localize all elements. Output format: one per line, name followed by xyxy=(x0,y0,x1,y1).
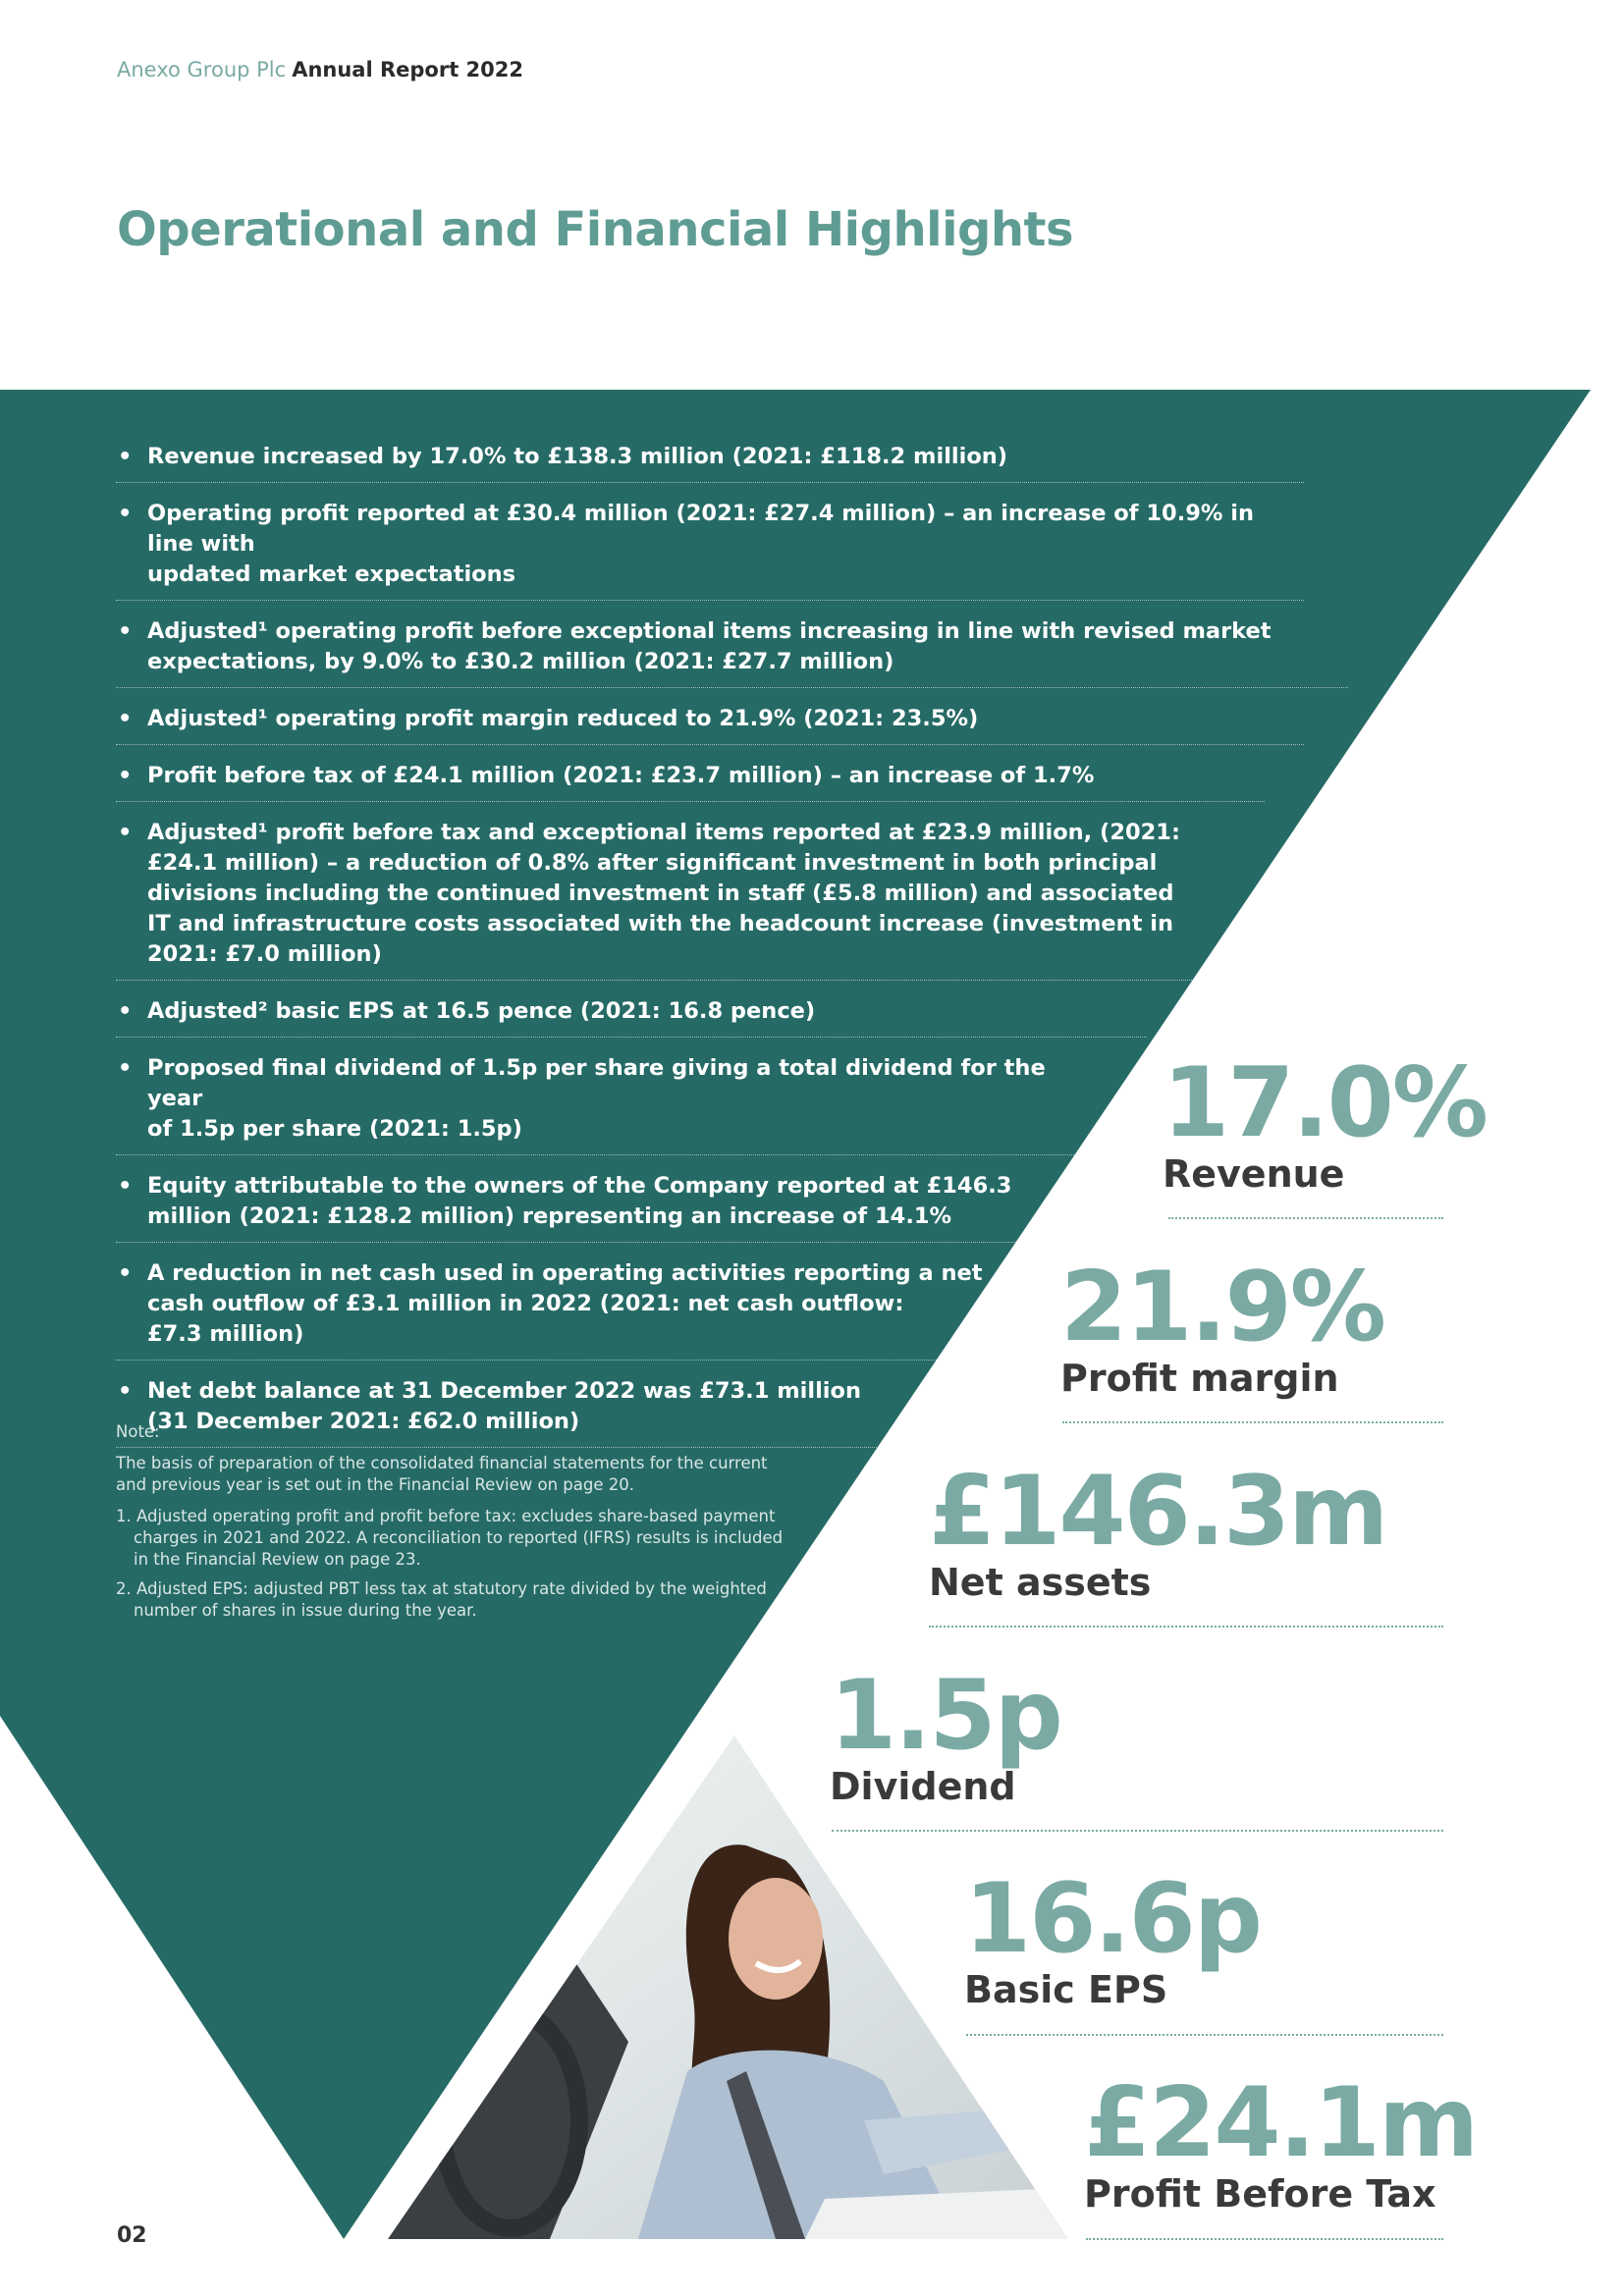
stat-label: Basic EPS xyxy=(964,1968,1168,2011)
notes-intro: The basis of preparation of the consolidated financial statements for the current and previous year is set out in the Financial Review on page 20. xyxy=(116,1454,768,1494)
footnote-2: 2. Adjusted EPS: adjusted PBT less tax at statutory rate divided by the weighted number of shares in issue during the year. xyxy=(116,1579,767,1620)
highlight-line: • Net debt balance at 31 December 2022 was £73.1 million xyxy=(147,1378,861,1404)
footnote-1: 1. Adjusted operating profit and profit before tax: excludes share-based payment charges in 2021 and 2022. A reconciliation to reported (IFRS) results is included in the Financial Review on page 23. xyxy=(116,1507,784,1569)
stat-divider xyxy=(832,1830,1443,1832)
highlight-line: £24.1 million) – a reduction of 0.8% after significant investment in both principal xyxy=(147,850,1158,876)
stat-divider xyxy=(1086,2238,1443,2240)
stat-basic-eps xyxy=(964,1863,1261,2011)
highlight-item xyxy=(116,818,1225,981)
highlight-item xyxy=(116,1171,1049,1243)
page-number: 02 xyxy=(117,2223,147,2248)
stat-value: 21.9% xyxy=(1060,1252,1384,1363)
stat-revenue xyxy=(1163,1047,1487,1196)
highlight-item xyxy=(116,616,1348,688)
stat-label: Net assets xyxy=(929,1561,1152,1604)
highlight-line: • Profit before tax of £24.1 million (2021: £23.7 million) – an increase of 1.7% xyxy=(147,763,1095,788)
highlight-line: • Operating profit reported at £30.4 million (2021: £27.4 million) – an increase of 10.9% in line with xyxy=(147,501,1255,557)
highlight-item xyxy=(116,761,1265,802)
stat-value: 1.5p xyxy=(830,1660,1061,1772)
highlight-line: divisions including the continued investment in staff (£5.8 million) and associated xyxy=(147,881,1174,906)
company-name: Anexo Group Plc xyxy=(117,58,287,81)
stat-profit-before-tax xyxy=(1084,2067,1478,2216)
highlight-item xyxy=(116,996,1147,1038)
stat-divider xyxy=(1168,1217,1443,1219)
highlight-line: (31 December 2021: £62.0 million) xyxy=(147,1409,580,1434)
stat-value: 17.0% xyxy=(1163,1047,1487,1159)
highlight-line: £7.3 million) xyxy=(147,1321,304,1347)
highlight-item xyxy=(116,442,1304,483)
stat-value: 16.6p xyxy=(964,1863,1261,1975)
stat-profit-margin xyxy=(1060,1252,1384,1400)
highlight-line: • Adjusted¹ operating profit before exceptional items increasing in line with revised market xyxy=(147,618,1272,644)
highlight-line: • Adjusted¹ operating profit margin reduced to 21.9% (2021: 23.5%) xyxy=(147,706,979,731)
page-title: Operational and Financial Highlights xyxy=(117,202,1074,257)
stat-label: Revenue xyxy=(1163,1152,1345,1196)
highlight-line: • Proposed final dividend of 1.5p per share giving a total dividend for the year xyxy=(147,1055,1046,1111)
stat-value: £146.3m xyxy=(929,1456,1387,1568)
stat-label: Profit margin xyxy=(1060,1357,1339,1400)
report-header xyxy=(117,58,523,81)
stat-value: £24.1m xyxy=(1084,2067,1478,2179)
report-name: Annual Report 2022 xyxy=(292,58,523,81)
highlight-line: 2021: £7.0 million) xyxy=(147,941,382,967)
stat-net-assets xyxy=(929,1456,1387,1604)
stat-divider xyxy=(1062,1421,1443,1423)
highlight-line: • Adjusted² basic EPS at 16.5 pence (2021: 16.8 pence) xyxy=(147,998,816,1024)
notes-section xyxy=(116,1421,793,1629)
notes-heading: Note: xyxy=(116,1422,160,1441)
stat-dividend xyxy=(830,1660,1061,1808)
highlight-line: updated market expectations xyxy=(147,561,516,587)
highlight-line: • Equity attributable to the owners of the Company reported at £146.3 xyxy=(147,1173,1012,1199)
highlight-line: cash outflow of £3.1 million in 2022 (2021: net cash outflow: xyxy=(147,1291,904,1316)
highlight-line: of 1.5p per share (2021: 1.5p) xyxy=(147,1116,522,1142)
stat-label: Dividend xyxy=(830,1765,1016,1808)
stat-divider xyxy=(966,2034,1443,2036)
highlight-line: million (2021: £128.2 million) representing an increase of 14.1% xyxy=(147,1203,952,1229)
highlight-item xyxy=(116,1053,1108,1155)
highlight-item xyxy=(116,1258,990,1361)
highlight-line: expectations, by 9.0% to £30.2 million (2021: £27.7 million) xyxy=(147,649,894,674)
highlight-line: • Revenue increased by 17.0% to £138.3 million (2021: £118.2 million) xyxy=(147,444,1008,469)
highlight-line: • A reduction in net cash used in operating activities reporting a net xyxy=(147,1260,983,1286)
stat-label: Profit Before Tax xyxy=(1084,2172,1436,2216)
highlight-item xyxy=(116,499,1304,601)
highlight-line: IT and infrastructure costs associated with the headcount increase (investment in xyxy=(147,911,1174,936)
highlight-item xyxy=(116,704,1304,745)
highlight-line: • Adjusted¹ profit before tax and exceptional items reported at £23.9 million, (2021: xyxy=(147,820,1180,845)
stat-divider xyxy=(929,1626,1443,1628)
